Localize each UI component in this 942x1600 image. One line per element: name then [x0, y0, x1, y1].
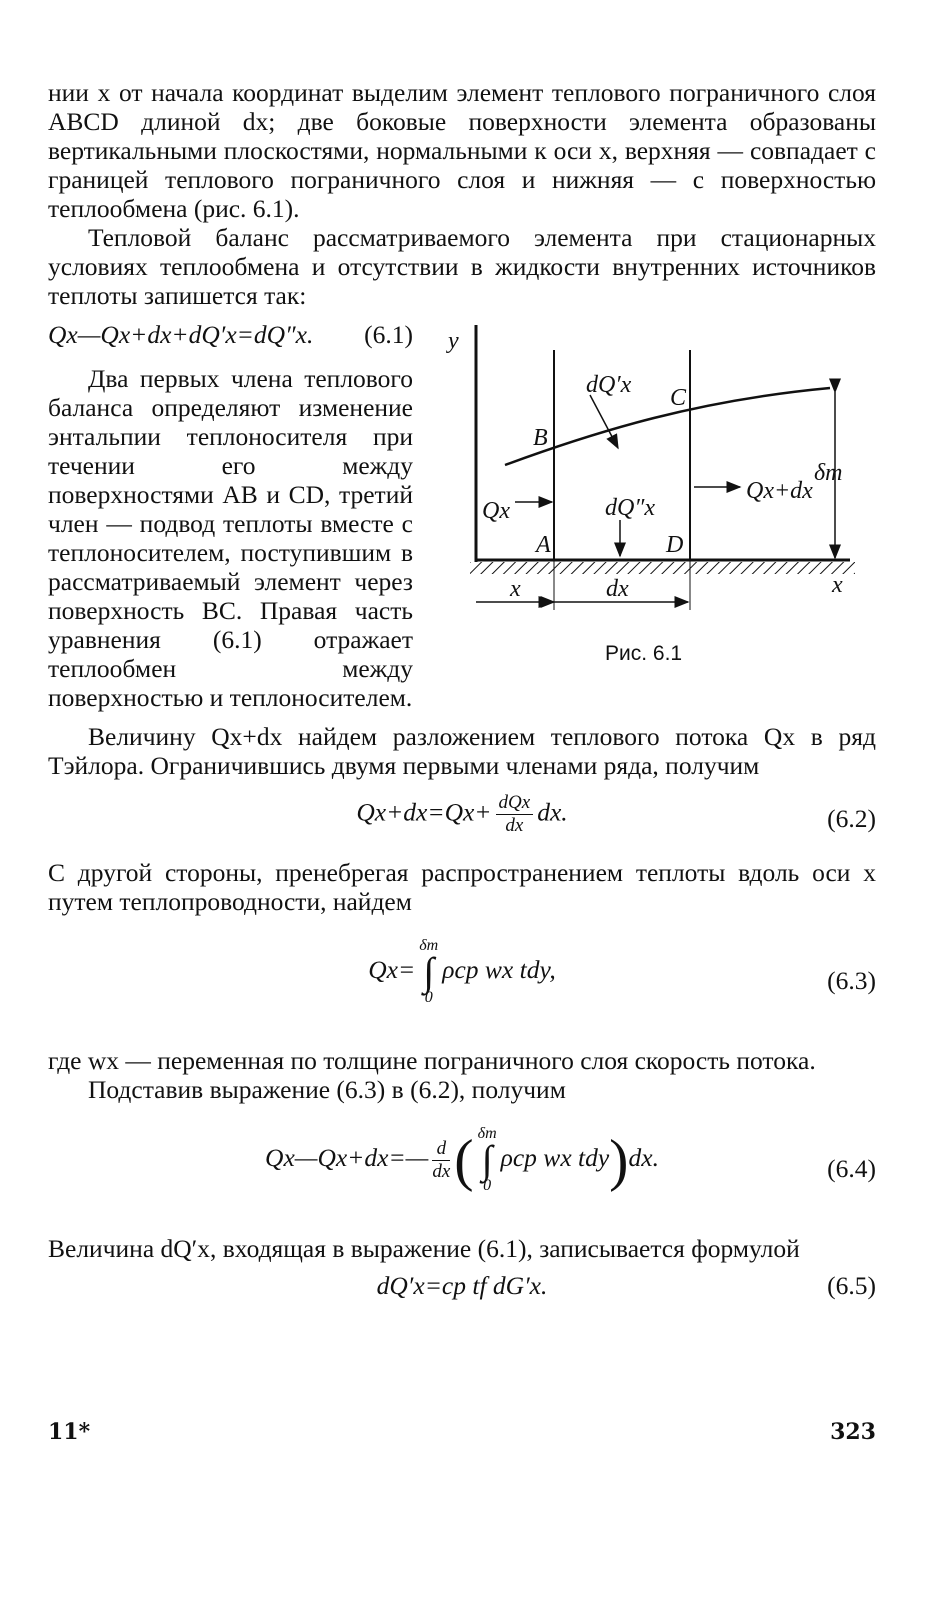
equation-6-4-integrand: ρcp wx tdy [500, 1142, 610, 1172]
equation-6-4 [48, 1104, 876, 1234]
equation-6-3 [48, 916, 876, 1046]
label-delta: δт [814, 460, 843, 486]
equation-6-4-frac-top: d [432, 1138, 450, 1161]
signature-mark: 11* [48, 1419, 91, 1445]
equation-6-1-number: (6.1) [364, 320, 413, 349]
label-dq1: dQ′x [586, 372, 632, 398]
equation-6-3-integrand: ρcp wx tdy, [442, 954, 556, 984]
paragraph-2: Тепловой баланс рассматриваемого элемента при стационарных условиях теплообмена и отсутствии в жидкости внутренних источников теплоты запишется так: [48, 223, 876, 310]
left-column [48, 320, 413, 712]
equation-6-2 [48, 780, 876, 858]
page-text-top [48, 78, 876, 310]
paragraph-7: Подставив выражение (6.3) в (6.2), получим [88, 1075, 566, 1104]
equation-6-2-rhs: dx. [537, 797, 568, 827]
wall-hatching [470, 562, 855, 574]
equation-6-4-rhs: dx. [628, 1142, 659, 1172]
label-x-axis: x [832, 572, 843, 598]
label-x-distance: x [510, 576, 521, 602]
boundary-layer-diagram [440, 320, 880, 700]
right-paren: ) [609, 1127, 629, 1193]
label-y: y [448, 328, 459, 354]
integral-sign: ∫ [481, 1137, 493, 1182]
label-qx: Qx [482, 498, 510, 524]
figure-6-1 [440, 320, 880, 700]
paragraph-8: Величина dQ′x, входящая в выражение (6.1), записывается формулой [48, 1234, 800, 1263]
page-footer [48, 1418, 876, 1447]
equation-6-4-number: (6.4) [827, 1154, 876, 1183]
equation-6-5-number: (6.5) [827, 1271, 876, 1300]
figure-caption: Рис. 6.1 [605, 642, 683, 665]
equation-6-4-lhs: Qx—Qx+dx=— [265, 1142, 429, 1172]
page-text-bottom [48, 722, 876, 1307]
label-d: D [666, 532, 684, 558]
equation-6-1-body: Qx—Qx+dx+dQ′x=dQ″x. [48, 320, 314, 349]
paragraph-6: где wx — переменная по толщине пограничного слоя скорость потока. [48, 1046, 816, 1075]
equation-6-4-frac-bottom: dx [432, 1160, 451, 1182]
label-qxdx: Qx+dx [746, 478, 813, 504]
label-c: C [670, 385, 687, 411]
equation-6-3-lhs: Qx= [368, 954, 416, 984]
paragraph-3: Два первых члена теплового баланса определяют изменение энтальпии теплоносителя при течении его между поверхностями AB и CD, третий член — подвод теплоты вместе с теплоносителем, поступившим в рассматриваемый элемент через поверхность BC. Правая часть уравнения (6.1) отражает теплообмен между поверхностью и теплоносителем. [48, 364, 413, 712]
equation-6-5 [48, 1263, 876, 1307]
equation-6-2-lhs: Qx+dx=Qx+ [356, 797, 492, 827]
label-a: A [536, 532, 551, 558]
label-dq2: dQ″x [605, 495, 655, 521]
equation-6-3-upper-limit: δт [419, 937, 439, 954]
equation-6-3-number: (6.3) [827, 966, 876, 995]
dq1-arrow [590, 395, 618, 448]
paragraph-4: Величину Qx+dx найдем разложением теплового потока Qx в ряд Тэйлора. Ограничившись двумя первыми членами ряда, получим [48, 722, 876, 780]
equation-6-2-frac-bottom: dx [505, 815, 524, 836]
paragraph-1: нии x от начала координат выделим элемент теплового пограничного слоя ABCD длиной dx; две боковые поверхности элемента образованы вертикальными плоскостями, нормальными к оси x, верхняя — совпадает с границей теплового пограничного слоя и нижняя — с поверхностью теплообмена (рис. 6.1). [48, 78, 876, 223]
equation-6-5-body: dQ′x=cp tf dG′x. [376, 1271, 548, 1300]
left-paren: ( [454, 1127, 474, 1193]
page-number: 323 [830, 1419, 876, 1445]
label-dx: dx [606, 576, 629, 602]
label-b: B [533, 425, 548, 451]
equation-6-3-lower-limit: 0 [424, 989, 433, 1006]
integral-sign: ∫ [423, 949, 435, 994]
equation-6-1 [48, 320, 413, 364]
equation-6-4-upper-limit: δт [477, 1125, 497, 1142]
equation-6-2-number: (6.2) [827, 804, 876, 833]
equation-6-4-lower-limit: 0 [483, 1177, 492, 1194]
equation-6-2-frac-top: dQx [496, 792, 534, 815]
paragraph-5: С другой стороны, пренебрегая распространением теплоты вдоль оси x путем теплопроводности, найдем [48, 858, 876, 916]
